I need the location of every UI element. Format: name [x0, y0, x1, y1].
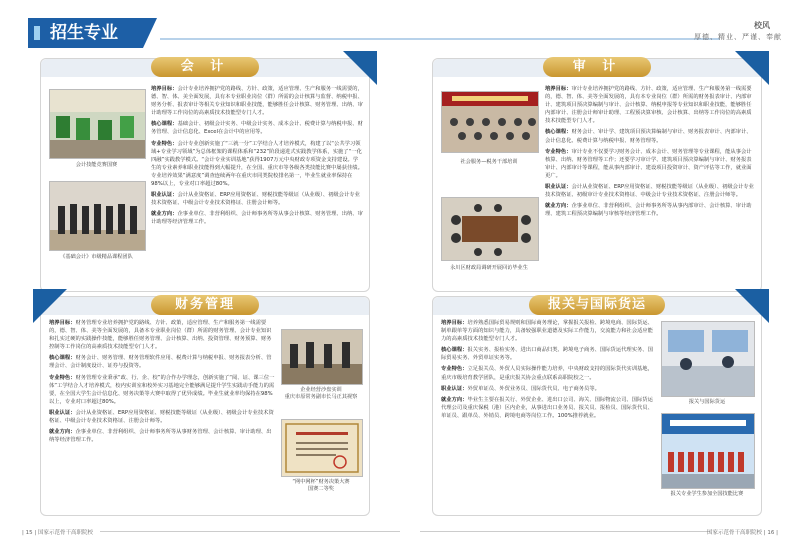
panel-text [49, 319, 275, 447]
photo-certificate-caption-line2: 国赛二等奖 [308, 486, 334, 492]
photo-certificate-caption [273, 479, 369, 493]
photo-contest-image [50, 90, 145, 158]
label-career: 就业方向： [151, 211, 178, 218]
label-goal: 培养目标： [151, 86, 178, 92]
text-cert: 会计从业资格证、ERP应用资格证、财税技能等级证（从业级）、初级会计专业技术资格证、初级审计专业技术资格证、中级会计专业技术资格证、注册会计师等。 [545, 184, 754, 199]
text-feature: 财务管理专业秉承“政、行、企、校”的合作办学理念，创新实施了“阅、证、课三位一体”工学结合人才培养模式，校内实训室和校外实习基地完全能够满足提升学生实践动手能力的需要，在全国大学生会计信息化、财务决策等大赛中取得了优异成绩。毕业生就业率均保持在98%以上，专业对口率超过80%。 [49, 374, 275, 405]
text-cert: 外贸单证员、外贸业务员、国际货代员、电子商务员等。 [467, 385, 600, 392]
photo-certificate-caption-line1: “网中网杯”财务决策大赛 [292, 479, 350, 485]
label-feature: 专业特色： [441, 366, 468, 373]
label-courses: 核心课程： [545, 129, 572, 136]
photo-sandbox-caption-line1: 企业经营沙盘实训 [300, 387, 342, 393]
photo-training [441, 91, 539, 153]
panel-shenji [432, 58, 762, 292]
photo-contest-caption: 会计技能竞赛国赛 [75, 162, 118, 168]
photo-team [49, 181, 146, 251]
panel-text [151, 85, 363, 230]
corner-mark [33, 289, 67, 323]
panel-title: 财务管理 [151, 295, 259, 315]
motto-title: 校风 [754, 21, 770, 30]
footer-rule-left [100, 531, 400, 532]
photo-certificate [281, 419, 363, 477]
corner-mark [735, 51, 769, 85]
text-courses: 基础会计、初级会计实务、中级会计实务、成本会计、税费计算与纳税申报、财务管理、会计信息化、Excel在会计中的应用等。 [151, 121, 363, 136]
photo-certificate-image [282, 420, 362, 476]
panel-kuaiji [40, 58, 370, 292]
label-feature: 专业特色： [151, 140, 178, 147]
photo-research-caption: 永川区财政局调研开展回访毕业生 [450, 265, 528, 271]
text-cert: 会计从业资格证、ERP应用资格证、财税技能等级证（从业级）、初级会计专业技术资格证、中级会计专业技术资格证、注册会计师等。 [151, 192, 360, 207]
corner-mark [735, 289, 769, 323]
photo-competition [661, 413, 755, 489]
photo-competition-caption: 报关专业学生参加全国技能比赛 [670, 491, 744, 497]
panel-title: 会 计 [151, 57, 259, 77]
label-courses: 核心课程： [441, 347, 468, 354]
text-career: 企事业单位、非营利组织、会计师事务所等从事财务管理、会计核算、审计助理、出纳等经济管理工作。 [49, 429, 272, 444]
label-goal: 培养目标： [441, 320, 468, 326]
text-feature: 审计专业不仅要学习财务会计、成本会计、财务管理等专业课程，能从事会计核算、出纳、财务管理等工作；还要学习审计学、建筑项目预决算编制与审计、财务报表审计、内部审计等课程，能从事内部审计、建设项目投资审计、资产评估等工作，就业面更广。 [545, 148, 752, 179]
panel-text [545, 85, 755, 221]
section-tab: 招生专业 [28, 18, 143, 48]
photo-customs-image [662, 322, 754, 396]
text-goal: 审计专业培养拥护党的路线、方针、政策，适应管理、生产和服务第一线需要的，德、智、体、美等全面发展的，具有本专业岗位（群）所需的财务报表审计、内部审计、建筑项目预决算编制与审计、会计核算、纳税申报等专业知识和职业技能，能够胜任内部审计、注册会计师审计助理、工程预决算审核、会计核算、出纳等工作岗位的高素质技术技能型专门人才。 [545, 86, 752, 125]
motto: 厚德、精业、严谨、奉献 [694, 33, 782, 41]
panel-title: 审 计 [543, 57, 651, 77]
text-courses: 报关实务、报检实务、进出口商品归类、跨境电子商务、国际货运代理实务、国际贸易实务、外贸单证实务等。 [441, 347, 653, 362]
text-feature: 会计专业创新实施了“三就一分”工学结合人才培养模式，构建了以“公共学习领域+专业学习领域”为总体框架的课程体系和“232”阶段递进式实践教学体系，实施了“一化四融”实践教学模式。“会计专业实训基地”获得1907万元中央财政专项资金支持建设。学生的专业素养和职业技能得到大幅提升，在全国、重庆市等各级各类技能比赛中屡获佳绩。专业培养效果“满意度”调查连续两年在重庆市同类院校排名第一，毕业生就业率保持在98%以上，专业对口率超过80%。 [151, 140, 363, 188]
photo-customs-caption: 报关与国际货运 [688, 399, 726, 405]
label-cert: 职业认证： [441, 385, 468, 392]
corner-mark [343, 51, 377, 85]
photo-sandbox-caption-line2: 重庆市原常务副市长马正其视察 [284, 394, 358, 400]
photo-training-image [442, 92, 538, 152]
label-goal: 培养目标： [545, 86, 572, 92]
photo-sandbox [281, 329, 363, 385]
header-rule [160, 38, 720, 40]
label-career: 就业方向： [545, 203, 572, 210]
label-cert: 职业认证： [545, 184, 572, 191]
label-courses: 核心课程： [151, 121, 178, 128]
text-career: 企事业单位、非营利组织、会计师事务所等从事会计核算、财务管理、出纳、审计助理等经济管理工作。 [151, 211, 363, 226]
text-career: 企事业单位、非营利组织、会计师事务所等从事内部审计、会计核算、审计助理、建筑工程预决算编制与审核等经济管理工作。 [545, 203, 752, 218]
label-feature: 专业特色： [49, 374, 76, 381]
photo-contest [49, 89, 146, 159]
text-cert: 会计从业资格证、ERP应用资格证、财税技能等级证（从业级）、初级会计专业技术资格证、中级会计专业技术资格证、注册会计师等。 [49, 409, 274, 425]
text-courses: 财务会计、财务管理、财务管理软件应用、税费计算与纳税申报、财务报表分析、管理会计、会计制度设计、证券与投资等。 [49, 355, 272, 370]
text-career: 毕业生主要在报关行、外贸企业、进出口公司、海关、国际物流公司、国际货运代理公司及重庆保税（港）区内企业，从事进出口业务员、报关员、报检员、国际货代员、单证员、跟单员、外销员、跨境电商等岗位工作。100%推荐就业。 [441, 396, 653, 419]
photo-customs [661, 321, 755, 397]
photo-team-caption: 《基础会计》市级精品课程团队 [60, 254, 133, 260]
photo-sandbox-image [282, 330, 362, 384]
panel-title: 报关与国际货运 [529, 295, 665, 315]
photo-research-image [442, 198, 538, 260]
section-tab-tail [143, 18, 157, 48]
label-cert: 职业认证： [49, 409, 76, 416]
panel-text [441, 319, 655, 423]
photo-sandbox-caption [273, 387, 369, 401]
label-career: 就业方向： [49, 429, 76, 436]
label-goal: 培养目标： [49, 320, 76, 326]
label-cert: 职业认证： [151, 192, 178, 199]
footer-rule-right [420, 531, 710, 532]
photo-competition-image [662, 414, 754, 488]
photo-training-caption: 社会服务—税务干部培训 [460, 159, 518, 165]
text-courses: 财务会计、审计学、建筑项目预决算编制与审计、财务报表审计、内部审计、会计信息化、税费计算与纳税申报、财务管理等。 [545, 129, 752, 144]
footer-right: 国家示范骨干高职院校 | 16 | [707, 530, 778, 536]
footer-left: | 15 | 国家示范骨干高职院校 [22, 530, 93, 536]
panel-caiwu [40, 296, 370, 516]
label-feature: 专业特色： [545, 148, 572, 155]
photo-research [441, 197, 539, 261]
page-header [0, 18, 800, 48]
label-courses: 核心课程： [49, 355, 76, 362]
text-goal: 培养熟悉国际贸易规则和国际商务理论，掌握报关报检、跨境电商、国际货运、制单跟单等方面的知识与能力，具备较强职业道德及实际工作能力，交流能力和社会适应能力的高素质技术技能型专门人才。 [441, 320, 653, 343]
photo-team-image [50, 182, 145, 250]
text-feature: 立足报关员、外贸人员实际操作能力培养，中央财政支持的国际货代实训基地，重庆市级培育教学团队，是重庆报关协会重点联系高职院校之一。 [441, 366, 653, 381]
text-goal: 财务管理专业培养拥护党的路线、方针、政策，适应管理、生产和服务第一线需要的，德、智、体、美等全面发展的，具备本专业职业岗位（群）所需的财务管理、会计专业知识和扎实过硬的实践操作技能，能够胜任财务管理、会计核算、出纳、投资管理、财务预算、财务控制等工作岗位的高素质技术技能型专门人才。 [49, 320, 272, 351]
label-career: 就业方向： [441, 396, 468, 403]
panel-baoguan [432, 296, 762, 516]
text-goal: 会计专业培养拥护党的路线、方针、政策，适应管理、生产和服务一线需要的，德、智、体、美全面发展，具有本专业职业岗位（群）所需的会计核算与监督、纳税申报、财务分析、报表审计等相关专业知识和职业技能，能够胜任会计核算、财务管理、出纳、审计助理等工作岗位的高素质技术技能型专门人才。 [151, 86, 363, 117]
